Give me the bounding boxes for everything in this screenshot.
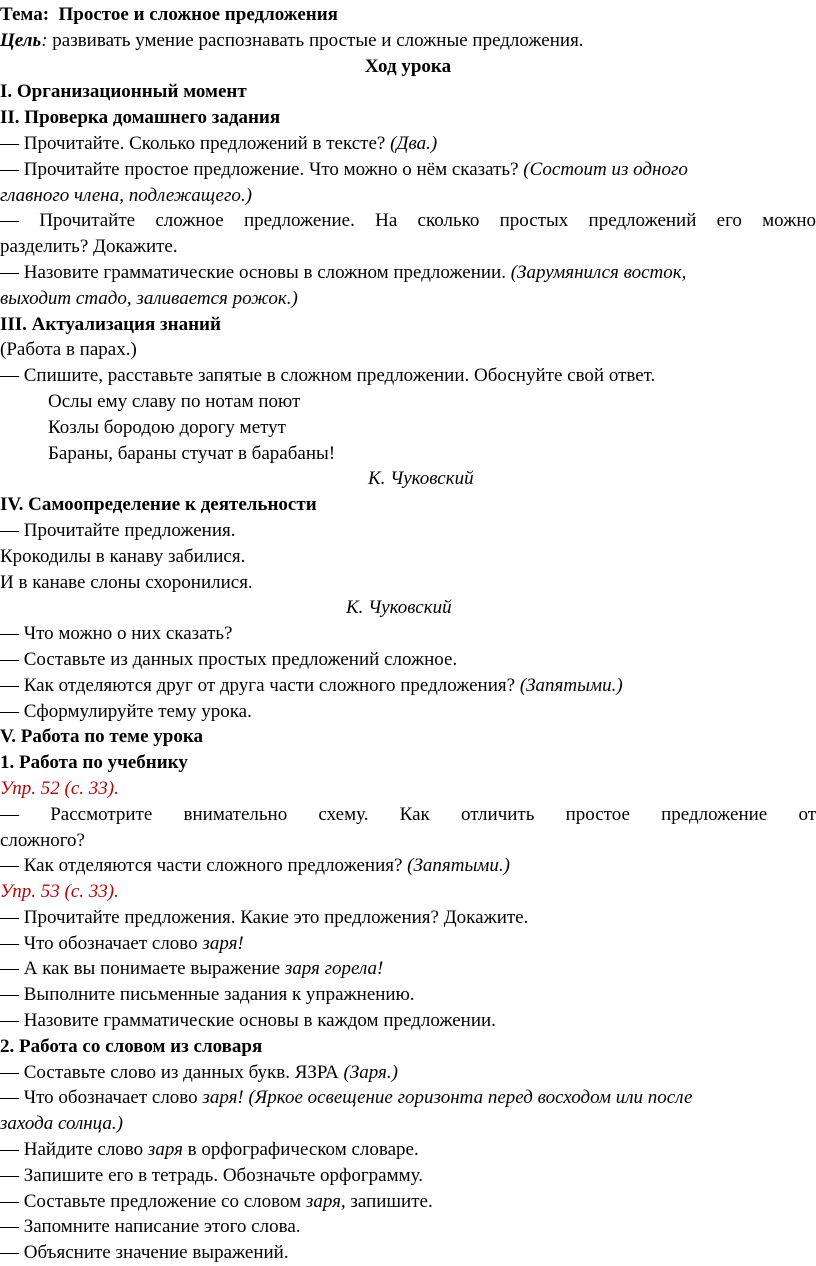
poem-line-3: Бараны, бараны стучат в барабаны! bbox=[48, 442, 336, 464]
goal-line bbox=[0, 28, 816, 54]
s2-question-3-line-2: разделить? Докажите. bbox=[0, 236, 178, 258]
s5-2-q5-pre: — Составьте предложение со словом bbox=[0, 1190, 306, 1212]
s4-line-2: И в канаве слоны схоронилися. bbox=[0, 571, 253, 593]
s2-q4-answer-2: выходит стадо, заливается рожок.) bbox=[0, 287, 298, 309]
lesson-title: Ход урока bbox=[364, 55, 452, 77]
s5-2-q3-post: в орфографическом словаре. bbox=[182, 1139, 419, 1161]
subsection-1-title: 1. Работа по учебнику bbox=[0, 752, 188, 774]
s5-2-q5-word: заря, bbox=[305, 1190, 346, 1212]
s2-q2-answer-2: главного члена, подлежащего.) bbox=[0, 184, 252, 206]
s5-2-q2-text: — Что обозначает слово bbox=[0, 1087, 203, 1109]
s2-question-2 bbox=[0, 157, 816, 183]
section-4-title: IV. Самоопределение к деятельности bbox=[0, 494, 317, 516]
s2-question-4 bbox=[0, 260, 816, 286]
s5-2-q1-text: — Составьте слово из данных букв. ЯЗРА bbox=[0, 1061, 344, 1083]
s5-q2-answer: (Запятыми.) bbox=[407, 855, 511, 877]
s5-question-6: — Выполните письменные задания к упражнению. bbox=[0, 984, 415, 1006]
topic-text: Простое и сложное предложения bbox=[58, 4, 338, 25]
s5-2-question-7: — Объясните значение выражений. bbox=[0, 1242, 289, 1264]
s5-2-question-6: — Запомните написание этого слова. bbox=[0, 1216, 301, 1238]
s5-question-7: — Назовите грамматические основы в каждом предложении. bbox=[0, 1010, 496, 1032]
s5-question-2 bbox=[0, 853, 816, 879]
s5-2-question-2 bbox=[0, 1085, 816, 1111]
poem-line-1: Ослы ему славу по нотам поют bbox=[48, 390, 301, 412]
exercise-53-ref: Упр. 53 (с. 33). bbox=[0, 881, 119, 903]
section-1-title: I. Организационный момент bbox=[0, 81, 247, 103]
s5-2-q3-word: заря bbox=[147, 1139, 183, 1161]
s4-q3-answer: (Запятыми.) bbox=[519, 674, 623, 696]
s5-2-q2-word: заря! bbox=[202, 1087, 244, 1109]
s5-2-question-1 bbox=[0, 1060, 816, 1086]
s5-2-q2-answer-2: захода солнца.) bbox=[0, 1113, 123, 1135]
s2-question-1 bbox=[0, 131, 816, 157]
exercise-52-ref: Упр. 52 (с. 33). bbox=[0, 777, 119, 799]
s4-question-3 bbox=[0, 673, 816, 699]
s4-line-1: Крокодилы в канаву забилися. bbox=[0, 545, 246, 567]
s5-2-q3-pre: — Найдите слово bbox=[0, 1139, 148, 1161]
s4-task: — Прочитайте предложения. bbox=[0, 519, 236, 541]
goal-text: развивать умение распознавать простые и сложные предложения. bbox=[47, 29, 584, 51]
subsection-2-title: 2. Работа со словом из словаря bbox=[0, 1035, 263, 1057]
section-3-title: III. Актуализация знаний bbox=[0, 313, 221, 335]
topic-label: Тема: bbox=[0, 4, 50, 25]
s2-q1-answer: (Два.) bbox=[390, 132, 438, 154]
section-5-title: V. Работа по теме урока bbox=[0, 726, 204, 748]
s5-q5-word: заря горела! bbox=[284, 958, 384, 980]
s2-q2-text: — Прочитайте простое предложение. Что можно о нём сказать? bbox=[0, 158, 524, 180]
s5-2-q2-answer-1: (Яркое освещение горизонта перед восходом или после bbox=[243, 1087, 693, 1109]
s5-2-question-4: — Запишите его в тетрадь. Обозначьте орфограмму. bbox=[0, 1164, 423, 1186]
s5-2-question-5 bbox=[0, 1189, 816, 1215]
s5-q4-text: — Что обозначает слово bbox=[0, 932, 203, 954]
s5-question-3: — Прочитайте предложения. Какие это предложения? Докажите. bbox=[0, 906, 529, 928]
s2-q4-answer-1: (Зарумянился восток, bbox=[510, 261, 687, 283]
topic-line bbox=[0, 2, 816, 28]
s5-2-q5-post: запишите. bbox=[345, 1190, 433, 1212]
s2-question-3-line-1: — Прочитайте сложное предложение. На сколько простых предложений его можно bbox=[0, 210, 816, 232]
s5-question-5 bbox=[0, 956, 816, 982]
s3-task: — Спишите, расставьте запятые в сложном предложении. Обоснуйте свой ответ. bbox=[0, 365, 656, 387]
s5-q4-word: заря! bbox=[202, 932, 244, 954]
s4-question-1: — Что можно о них сказать? bbox=[0, 623, 233, 645]
goal-label: Цель bbox=[0, 29, 42, 51]
s5-2-question-3 bbox=[0, 1137, 816, 1163]
poem-line-2: Козлы бородою дорогу метут bbox=[48, 416, 286, 438]
s4-question-4: — Сформулируйте тему урока. bbox=[0, 700, 252, 722]
s2-q4-text: — Назовите грамматические основы в сложном предложении. bbox=[0, 261, 511, 283]
s4-author: К. Чуковский bbox=[346, 597, 452, 619]
section-2-title: II. Проверка домашнего задания bbox=[0, 107, 281, 129]
s3-note: (Работа в парах.) bbox=[0, 339, 137, 361]
s5-q5-text: — А как вы понимаете выражение bbox=[0, 958, 285, 980]
s5-2-q1-answer: (Заря.) bbox=[343, 1061, 398, 1083]
s5-q1-line-2: сложного? bbox=[0, 829, 85, 851]
s5-q2-text: — Как отделяются части сложного предложения? bbox=[0, 855, 408, 877]
s4-q3-text: — Как отделяются друг от друга части сложного предложения? bbox=[0, 674, 520, 696]
s5-question-4 bbox=[0, 931, 816, 957]
s2-q2-answer-1: (Состоит из одного bbox=[523, 158, 688, 180]
s4-question-2: — Составьте из данных простых предложений сложное. bbox=[0, 648, 458, 670]
s5-q1-line-1: — Рассмотрите внимательно схему. Как отличить простое предложение от bbox=[0, 803, 816, 825]
s2-q1-text: — Прочитайте. Сколько предложений в тексте? bbox=[0, 132, 391, 154]
goal-colon: : bbox=[41, 29, 48, 51]
s3-author: К. Чуковский bbox=[368, 468, 474, 490]
